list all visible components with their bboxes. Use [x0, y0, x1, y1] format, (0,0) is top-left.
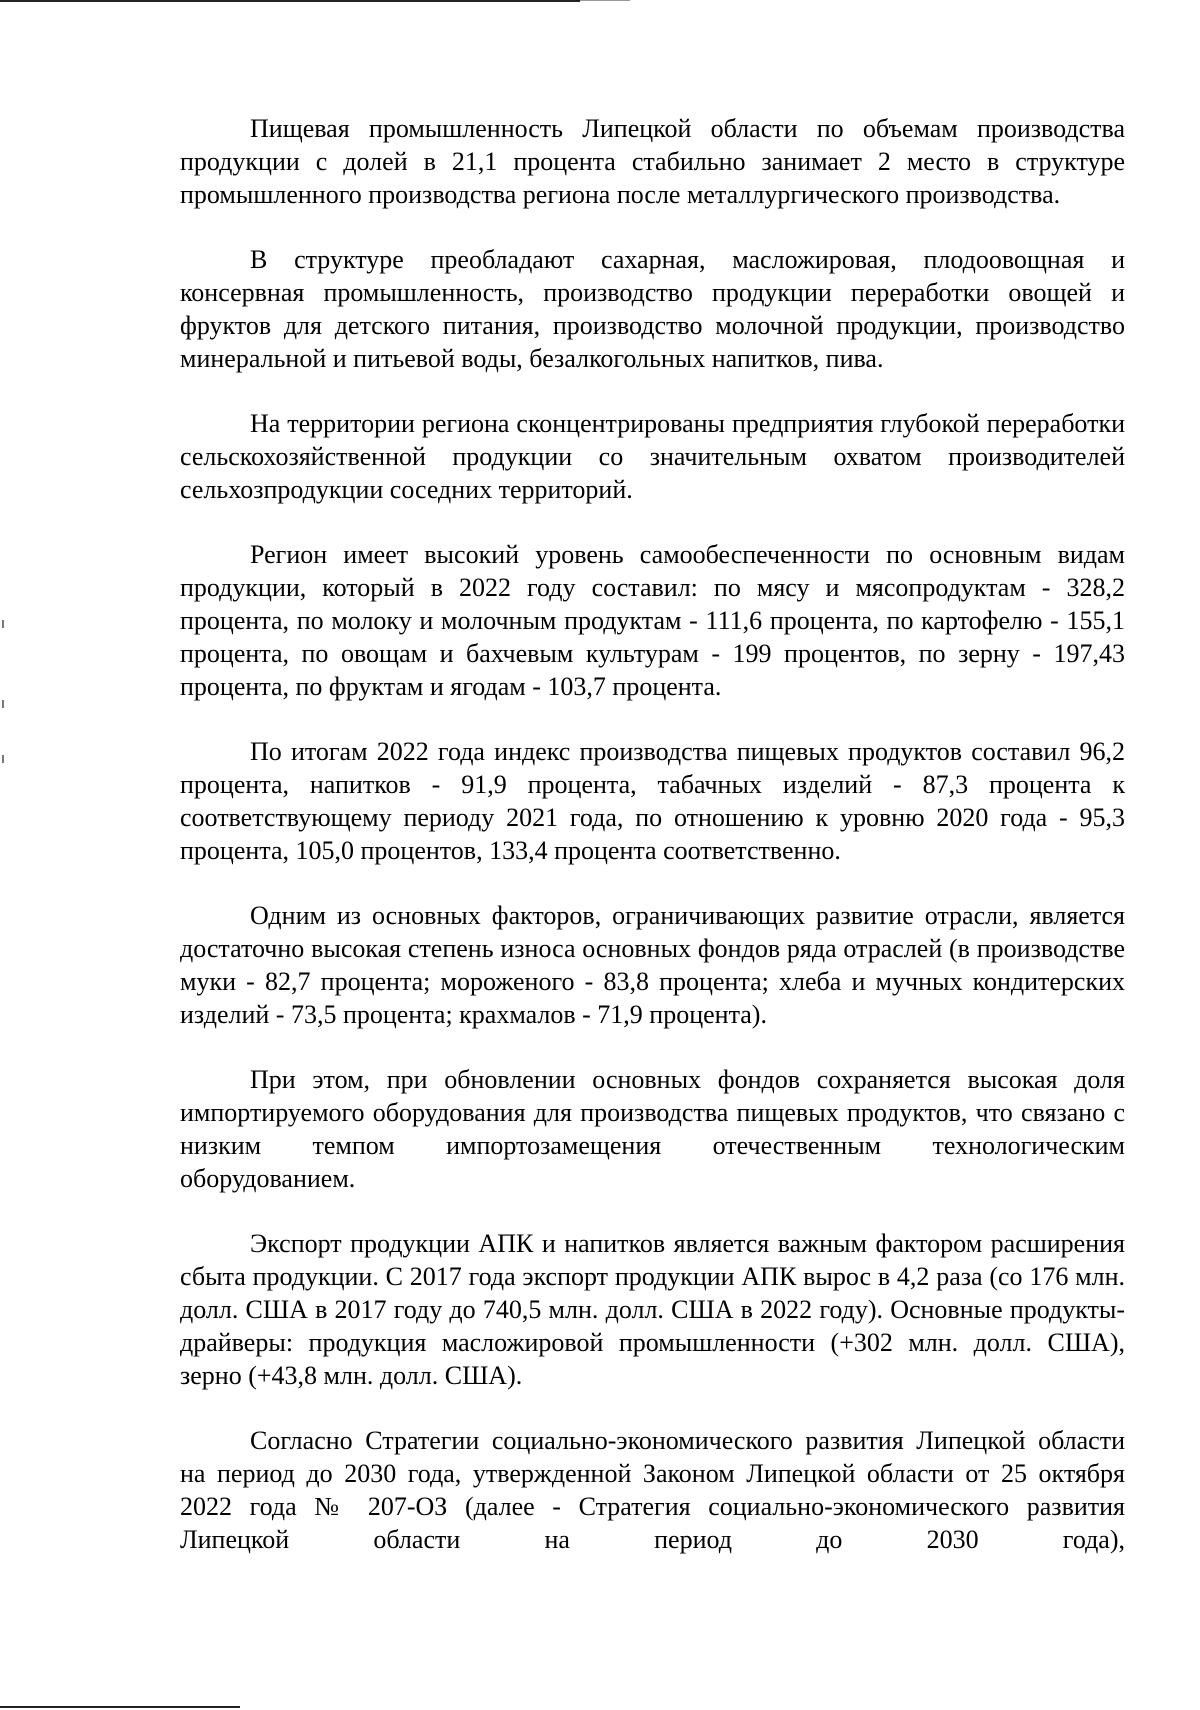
- paragraph-production-index: По итогам 2022 года индекс производства пищевых продуктов составил 96,2 процента, напитков - 91,9 процента, табачных изделий - 87,3 процента к соответствующему периоду 2021 года, по отношению к уровню 2020 года - 95,3 процента, 105,0 процентов, 133,4 процента соответственно.: [180, 737, 1125, 865]
- paragraph-food-industry-share: Пищевая промышленность Липецкой области по объемам производства продукции с долей в 21,1 процента стабильно занимает 2 место в структуре промышленного производства региона после металлургического производства.: [180, 114, 1125, 209]
- paragraph-export: Экспорт продукции АПК и напитков является важным фактором расширения сбыта продукции. С 2017 года экспорт продукции АПК вырос в 4,2 раза (со 176 млн. долл. США в 2017 году до 740,5 млн. долл. США в 2022 году). Основные продукты-драйверы: продукция масложировой промышленности (+302 млн. долл. США), зерно (+43,8 млн. долл. США).: [180, 1229, 1125, 1390]
- scan-edge-mark: [2, 700, 4, 708]
- scan-edge-mark: [2, 620, 4, 628]
- paragraph-self-sufficiency: Регион имеет высокий уровень самообеспеченности по основным видам продукции, который в 2022 году составил: по мясу и мясопродуктам - 328,2 процента, по молоку и молочным продуктам - 111,6 процента, по картофелю - 155,1 процента, по овощам и бахчевым культурам - 199 процентов, по зерну - 197,43 процента, по фруктам и ягодам - 103,7 процента.: [180, 540, 1125, 701]
- paragraph-industry-structure: В структуре преобладают сахарная, масложировая, плодоовощная и консервная промышленность, производство продукции переработки овощей и фруктов для детского питания, производство молочной продукции, производство минеральной и питьевой воды, безалкогольных напитков, пива.: [180, 245, 1125, 373]
- scan-edge-line-top-faint: [580, 0, 630, 1]
- paragraph-strategy: Согласно Стратегии социально-экономического развития Липецкой области на период до 2030 года, утвержденной Законом Липецкой области от 25 октября 2022 года № 207-ОЗ (далее - Стратегия социально-экономического развития Липецкой области на период до 2030 года),: [180, 1426, 1125, 1554]
- document-body: [180, 112, 1125, 1556]
- scan-edge-line-top: [0, 0, 580, 2]
- scan-edge-line-bottom: [0, 1706, 240, 1708]
- paragraph-imported-equipment: При этом, при обновлении основных фондов сохраняется высокая доля импортируемого оборудования для производства пищевых продуктов, что связано с низким темпом импортозамещения отечественным технологическим оборудованием.: [180, 1065, 1125, 1193]
- paragraph-asset-wear: Одним из основных факторов, ограничивающих развитие отрасли, является достаточно высокая степень износа основных фондов ряда отраслей (в производстве муки - 82,7 процента; мороженого - 83,8 процента; хлеба и мучных кондитерских изделий - 73,5 процента; крахмалов - 71,9 процента).: [180, 901, 1125, 1029]
- scan-edge-mark: [2, 755, 4, 763]
- paragraph-deep-processing: На территории региона сконцентрированы предприятия глубокой переработки сельскохозяйственной продукции со значительным охватом производителей сельхозпродукции соседних территорий.: [180, 409, 1125, 504]
